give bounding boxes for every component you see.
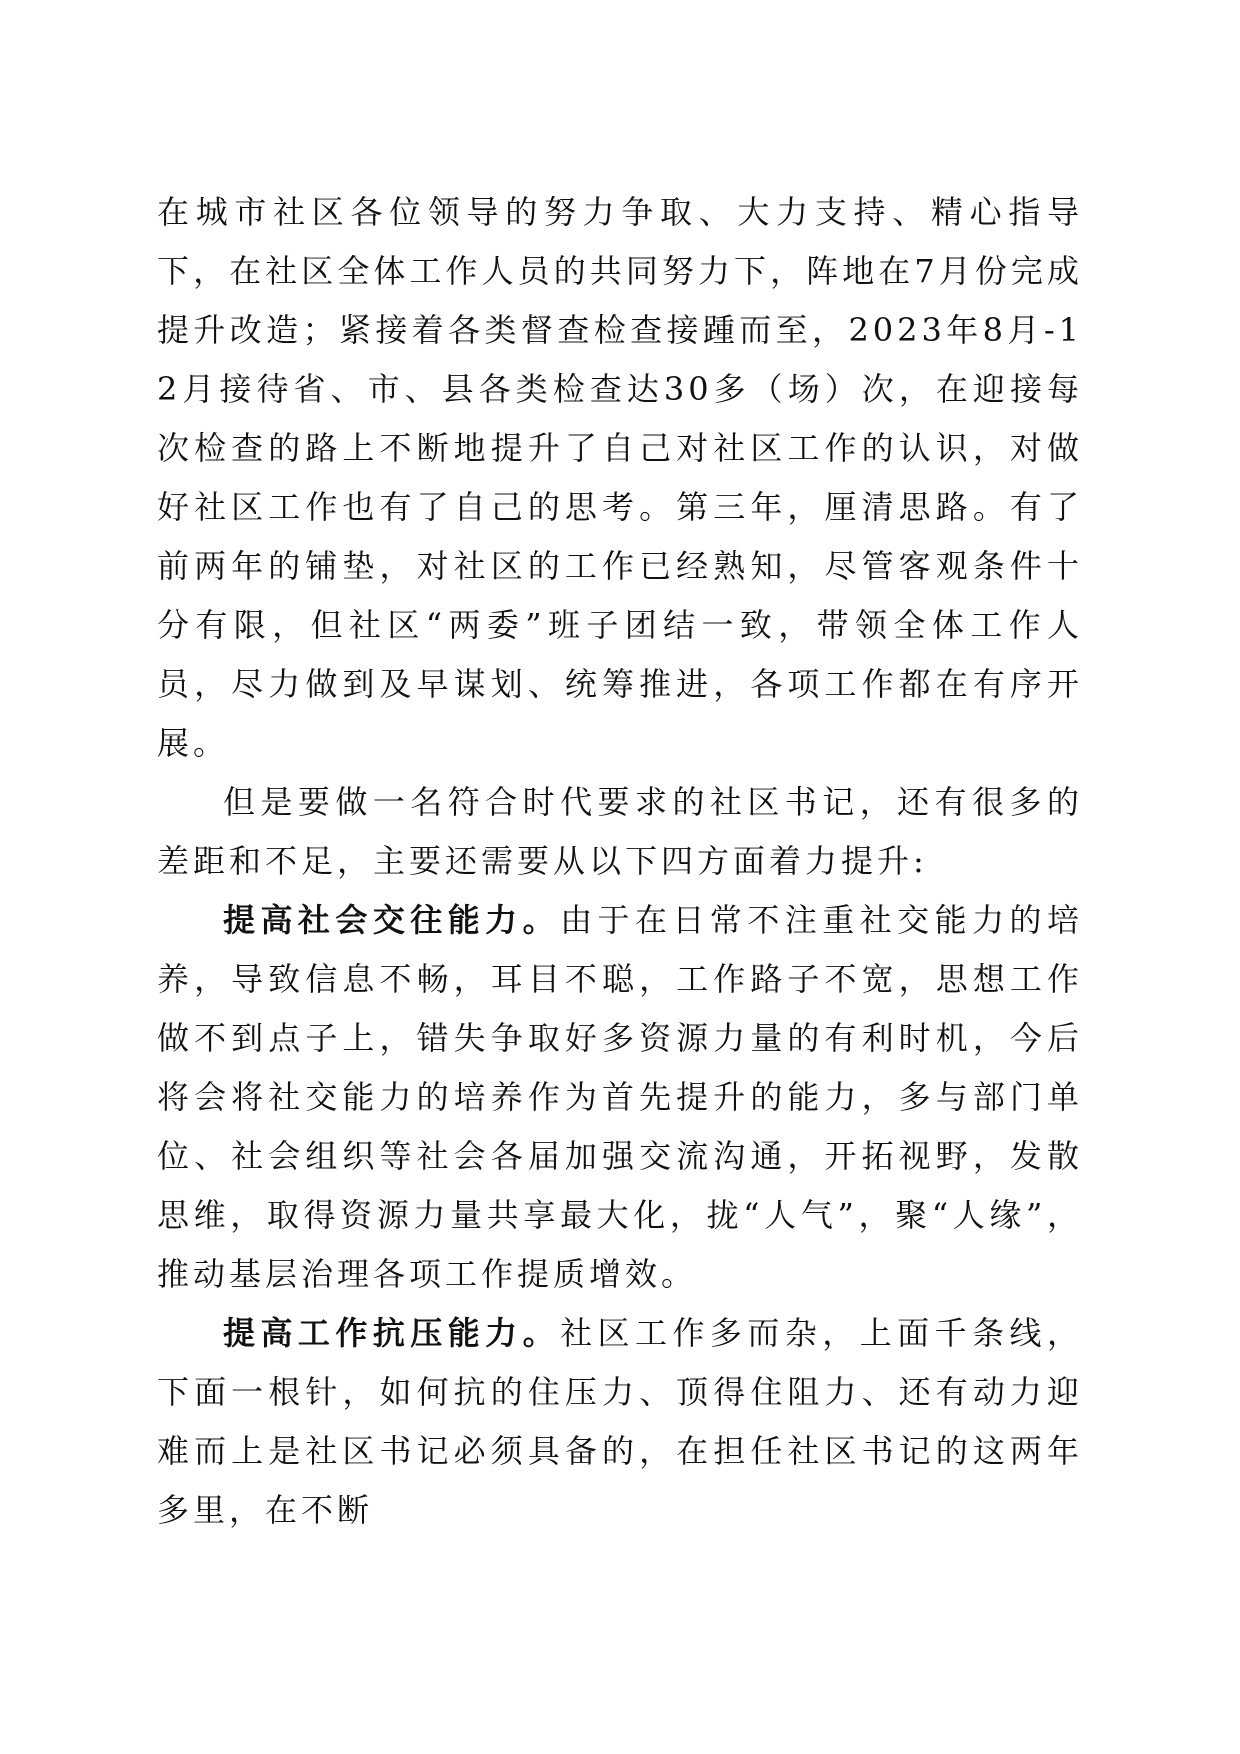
paragraph-social-skills [157,891,1083,1304]
paragraph-continuation [157,183,1083,773]
document-body [157,183,1083,1540]
paragraph-shortcomings [157,773,1083,891]
paragraph-heading: 提高工作抗压能力。 [223,1314,561,1352]
paragraph-text: 社区工作多而杂，上面千条线，下面一根针，如何抗的住压力、顶得住阻力、还有动力迎难而上是社区书记必须具备的，在担任社区书记的这两年多里，在不断 [157,1314,1083,1529]
paragraph-text: 由于在日常不注重社交能力的培养，导致信息不畅，耳目不聪，工作路子不宽，思想工作做不到点子上，错失争取好多资源力量的有利时机，今后将会将社交能力的培养作为首先提升的能力，多与部门单位、社会组织等社会各届加强交流沟通，开拓视野，发散思维，取得资源力量共享最大化，拢“人气”，聚“人缘”，推动基层治理各项工作提质增效。 [157,901,1083,1293]
paragraph-heading: 提高社会交往能力。 [223,901,561,939]
paragraph-text: 在城市社区各位领导的努力争取、大力支持、精心指导下，在社区全体工作人员的共同努力下，阵地在7月份完成提升改造；紧接着各类督查检查接踵而至，2023年8月-12月接待省、市、县各类检查达30多（场）次，在迎接每次检查的路上不断地提升了自己对社区工作的认识，对做好社区工作也有了自己的思考。第三年，厘清思路。有了前两年的铺垫，对社区的工作已经熟知，尽管客观条件十分有限，但社区“两委”班子团结一致，带领全体工作人员，尽力做到及早谋划、统筹推进，各项工作都在有序开展。 [157,193,1083,762]
paragraph-pressure-resistance [157,1304,1083,1540]
paragraph-text: 但是要做一名符合时代要求的社区书记，还有很多的差距和不足，主要还需要从以下四方面着力提升: [157,783,1083,880]
